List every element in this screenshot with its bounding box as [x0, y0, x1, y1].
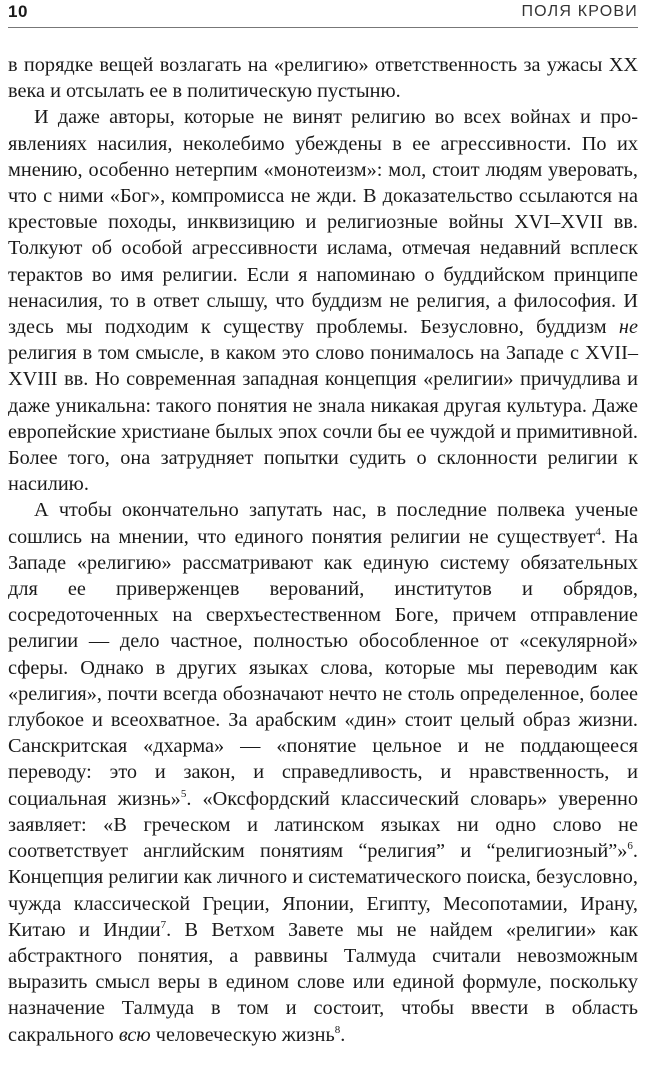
emphasis-text: не	[618, 316, 638, 339]
text-run: .	[340, 1023, 346, 1046]
text-run: . В Ветхом Завете мы не найдем «религии» как абстрактного понятия, а раввины Талмуда считали невозможным выразить смысл веры в едином слове или единой формуле, поскольку назначение Талмуда в том и состоит, чтобы ввести в область сакрального	[8, 918, 638, 1046]
text-run: . На Западе «религию» рассматривают как единую систему обязательных для ее приверженцев верований, институтов и обрядов, сосредоточенных на сверхъестественном Боге, причем отправление религии — дело частное, полностью обособленное от «секулярной» сферы. Однако в других языках слова, которые мы переводим как «религия», почти всегда обозначают нечто не столь определенное, более глубокое и всеохватное. За арабским «дин» стоит целый образ жизни. Санскритская «дхарма» — «понятие цельное и не поддающееся переводу: это и закон, и справедливость, и нравственность, и социальная жизнь»	[8, 525, 638, 810]
running-head	[8, 0, 638, 24]
text-run: человеческую жизнь	[150, 1023, 335, 1046]
emphasis-text: всю	[118, 1023, 151, 1046]
text-run: в порядке вещей возлагать на «религию» ответственность за ужасы XX века и отсылать ее в политическую пустыню.	[8, 54, 638, 103]
text-run: . Концепция религии как личного и систематического поиска, безусловно, чужда классической Греции, Японии, Египту, Месопотамии, Ирану, Китаю и Индии	[8, 840, 638, 941]
text-run: А чтобы окончательно запутать нас, в последние полвека ученые сошлись на мнении, что единого понятия религии не существует	[8, 499, 638, 548]
footnote-ref: 6	[627, 840, 633, 853]
footnote-ref: 5	[180, 787, 187, 800]
paragraph	[8, 52, 638, 104]
body-text	[8, 52, 638, 1048]
paragraph	[8, 497, 638, 1047]
text-run: И даже авторы, которые не винят религию во всех войнах и проявлениях насилия, неколебимо убеждены в ее агрессивности. По их мнению, особенно нетерпим «монотеизм»: мол, стоит людям уверовать, что с ними «Бог», компромисса не жди. В доказательство ссылаются на крестовые походы, инквизицию и религиозные войны XVI–XVII вв. Толкуют об особой агрессивности ислама, отмечая недавний всплеск терактов во имя религии. Если я напоминаю о буддийском принципе ненасилия, то в ответ слышу, что буддизм не религия, а философия. И здесь мы подходим к существу проблемы. Безусловно, буддизм	[8, 106, 638, 339]
page-number: 10	[8, 2, 28, 21]
text-run: религия в том смысле, в каком это слово понималось на Западе с XVII–XVIII вв. Но современная западная концепция «религии» причудлива и даже уникальна: такого понятия не знала никакая другая культура. Даже европейские христиане былых эпох сочли бы ее чуждой и примитивной. Более того, она затрудняет попытки судить о склонности религии к насилию.	[8, 342, 638, 496]
running-title: ПОЛЯ КРОВИ	[521, 3, 638, 20]
paragraph	[8, 104, 638, 497]
footnote-ref: 7	[160, 918, 167, 931]
footnote-ref: 8	[334, 1023, 341, 1036]
text-run: . «Оксфордский классический словарь» уверенно заявляет: «В греческом и латинском языках ни одно слово не соответствует английским понятиям “религия” и “религиозный”»	[8, 787, 638, 863]
footnote-ref: 4	[595, 525, 601, 538]
header-rule	[8, 27, 638, 28]
